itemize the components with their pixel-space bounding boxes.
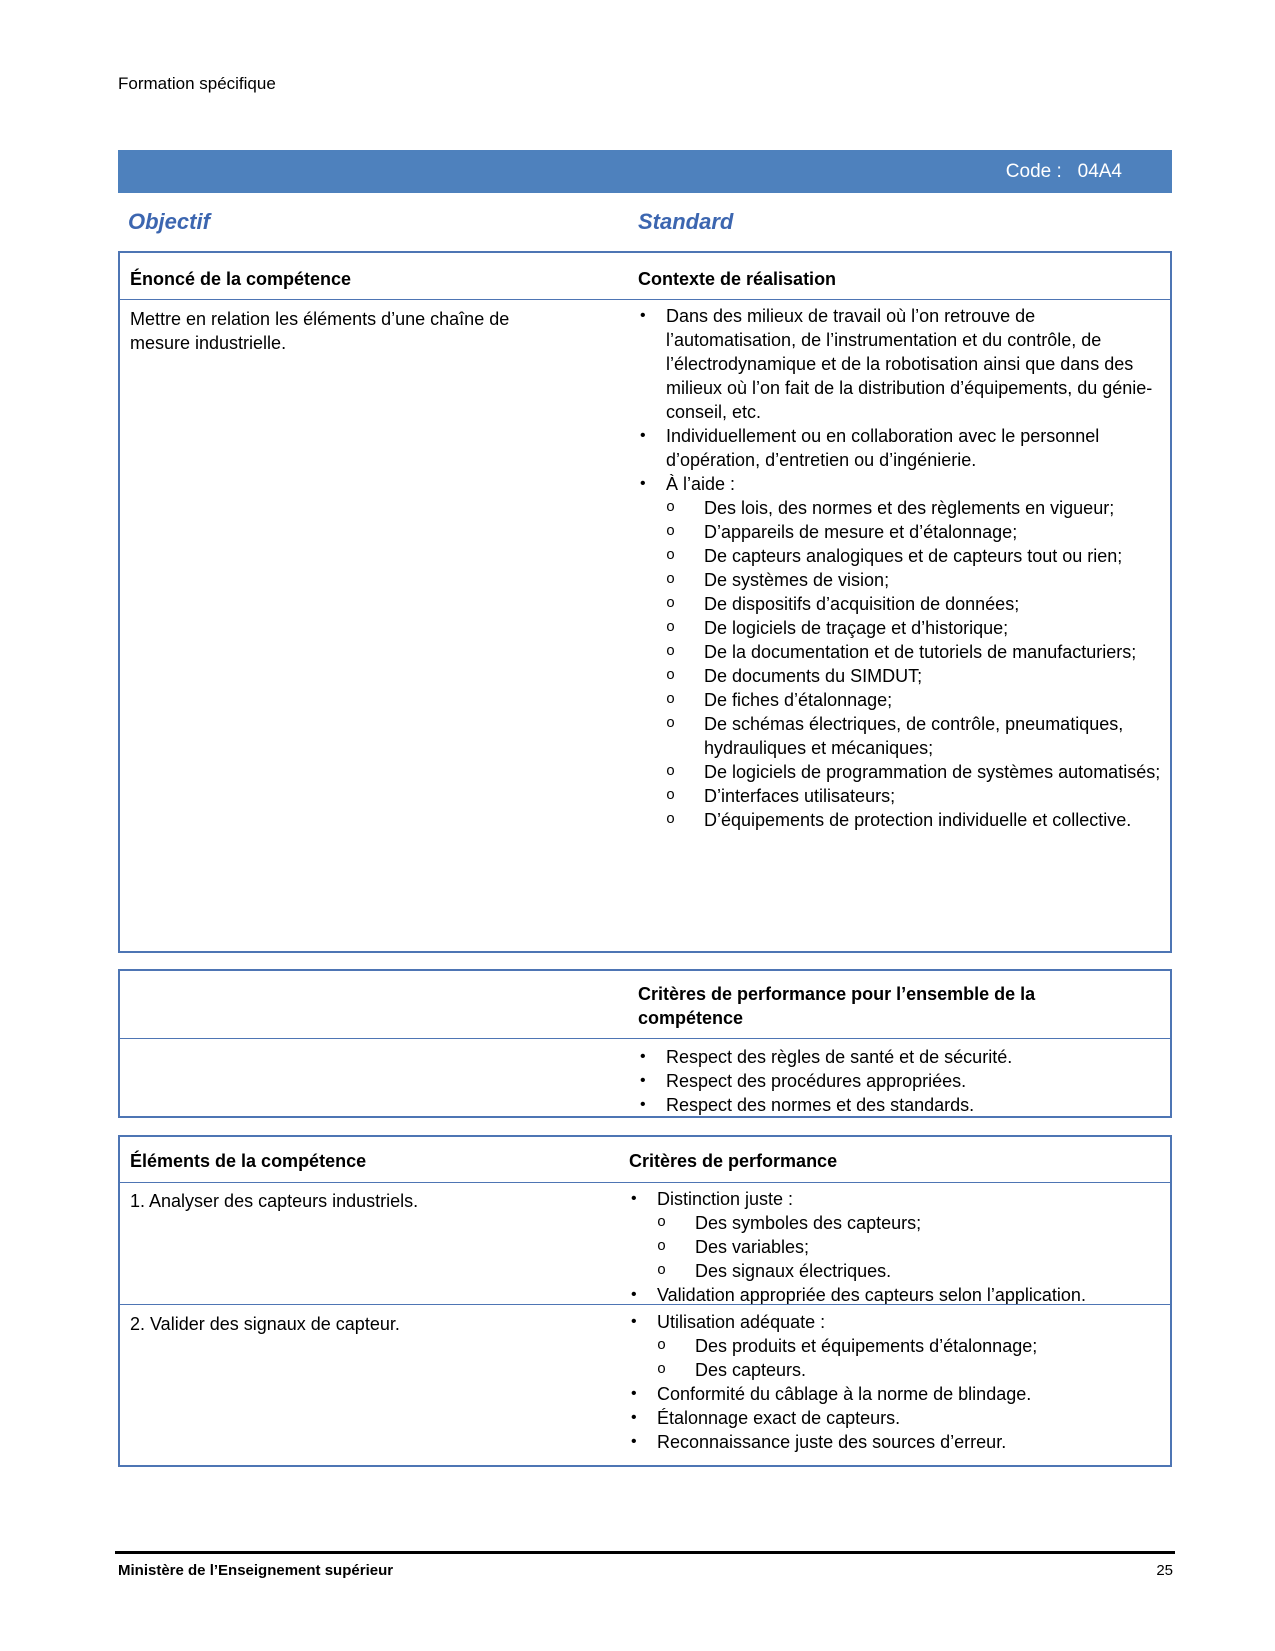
- header-divider: [120, 299, 1170, 300]
- aide-item: o De la documentation et de tutoriels de manufacturiers;: [666, 640, 1162, 664]
- sub-criterion: o Des variables;: [657, 1235, 1159, 1259]
- page-number: 25: [1156, 1562, 1173, 1579]
- aide-item: o D’équipements de protection individuelle et collective.: [666, 808, 1162, 832]
- overall-criteria-box: [118, 969, 1172, 1118]
- sub-criterion: o Des capteurs.: [657, 1358, 1159, 1382]
- criteria-divider: [120, 1038, 1170, 1039]
- aide-item: o De documents du SIMDUT;: [666, 664, 1162, 688]
- aide-item: o De schémas électriques, de contrôle, pneumatiques, hydrauliques et mécaniques;: [666, 712, 1162, 760]
- column-headings: [118, 209, 1172, 239]
- elements-table: [118, 1135, 1172, 1467]
- criterion: • Utilisation adéquate : o Des produits et équipements d’étalonnage; o Des capteurs.: [629, 1310, 1159, 1382]
- context-item: • Individuellement ou en collaboration avec le personnel d’opération, d’entretien ou d’ingénierie.: [638, 424, 1162, 472]
- overall-criterion: • Respect des règles de santé et de sécurité.: [638, 1045, 1162, 1069]
- aide-item: o Des lois, des normes et des règlements en vigueur;: [666, 496, 1162, 520]
- elements-header-divider: [120, 1182, 1170, 1183]
- elements-heading: Éléments de la compétence: [130, 1151, 367, 1171]
- overall-criteria-heading: Critères de performance pour l’ensemble de la compétence: [638, 984, 1036, 1028]
- context-item: • À l’aide : o Des lois, des normes et des règlements en vigueur; o D’appareils de mesure et d’étalonnage; o De capteurs analogiques et de capteurs tout ou rien; o De systèmes de vision; o De dispositifs d’acquisition de données; o De logiciels de traçage et d’historique; o De la documentation et de tutoriels de manufacturiers; o De documents du SIMDUT; o De fiches d’étalonnage; o De schémas électriques, de contrôle, pneumatiques, hydrauliques et mécaniques; o De logiciels de programmation de systèmes automatisés; o D’interfaces utilisateurs; o D’équipements de protection individuelle et collective.: [638, 472, 1162, 832]
- criterion: • Conformité du câblage à la norme de blindage.: [629, 1382, 1159, 1406]
- statement-heading: Énoncé de la compétence: [130, 269, 352, 289]
- criterion: • Validation appropriée des capteurs selon l’application.: [629, 1283, 1159, 1307]
- footer-rule: [115, 1551, 1175, 1554]
- competence-statement: Mettre en relation les éléments d’une chaîne de mesure industrielle.: [130, 309, 510, 353]
- aide-item: o D’interfaces utilisateurs;: [666, 784, 1162, 808]
- aide-item: o De fiches d’étalonnage;: [666, 688, 1162, 712]
- sub-criterion: o Des symboles des capteurs;: [657, 1211, 1159, 1235]
- context-heading: Contexte de réalisation: [638, 269, 837, 289]
- standard-heading: Standard: [638, 209, 734, 234]
- code-label: Code : 04A4: [1005, 161, 1122, 182]
- aide-item: o De logiciels de traçage et d’historique;: [666, 616, 1162, 640]
- sub-criterion: o Des signaux électriques.: [657, 1259, 1159, 1283]
- aide-item: o De systèmes de vision;: [666, 568, 1162, 592]
- overall-criterion: • Respect des normes et des standards.: [638, 1093, 1162, 1117]
- footer-ministry: Ministère de l’Enseignement supérieur: [118, 1562, 394, 1579]
- context-list: [638, 304, 1162, 832]
- criteria-list: [629, 1187, 1159, 1307]
- row-divider: [120, 1304, 1170, 1305]
- objectif-heading: Objectif: [128, 209, 210, 234]
- aide-item: o De dispositifs d’acquisition de données;: [666, 592, 1162, 616]
- competence-box: [118, 251, 1172, 953]
- element-text: 2. Valider des signaux de capteur.: [130, 1314, 400, 1334]
- criteria-list: [629, 1310, 1159, 1454]
- criterion: • Reconnaissance juste des sources d’erreur.: [629, 1430, 1159, 1454]
- sub-criterion: o Des produits et équipements d’étalonnage;: [657, 1334, 1159, 1358]
- aide-item: o De logiciels de programmation de systèmes automatisés;: [666, 760, 1162, 784]
- criterion: • Distinction juste : o Des symboles des capteurs; o Des variables; o Des signaux électriques.: [629, 1187, 1159, 1283]
- element-text: 1. Analyser des capteurs industriels.: [130, 1191, 419, 1211]
- context-item: • Dans des milieux de travail où l’on retrouve de l’automatisation, de l’instrumentation et du contrôle, de l’électrodynamique et de la robotisation ainsi que dans des milieux où l’on fait de la distribution d’équipements, du génie-conseil, etc.: [638, 304, 1162, 424]
- criteria-heading: Critères de performance: [629, 1151, 838, 1171]
- code-band: [118, 150, 1172, 193]
- running-title: Formation spécifique: [118, 74, 276, 93]
- criterion: • Étalonnage exact de capteurs.: [629, 1406, 1159, 1430]
- aide-item: o De capteurs analogiques et de capteurs tout ou rien;: [666, 544, 1162, 568]
- overall-criteria-list: [638, 1045, 1162, 1117]
- aide-item: o D’appareils de mesure et d’étalonnage;: [666, 520, 1162, 544]
- overall-criterion: • Respect des procédures appropriées.: [638, 1069, 1162, 1093]
